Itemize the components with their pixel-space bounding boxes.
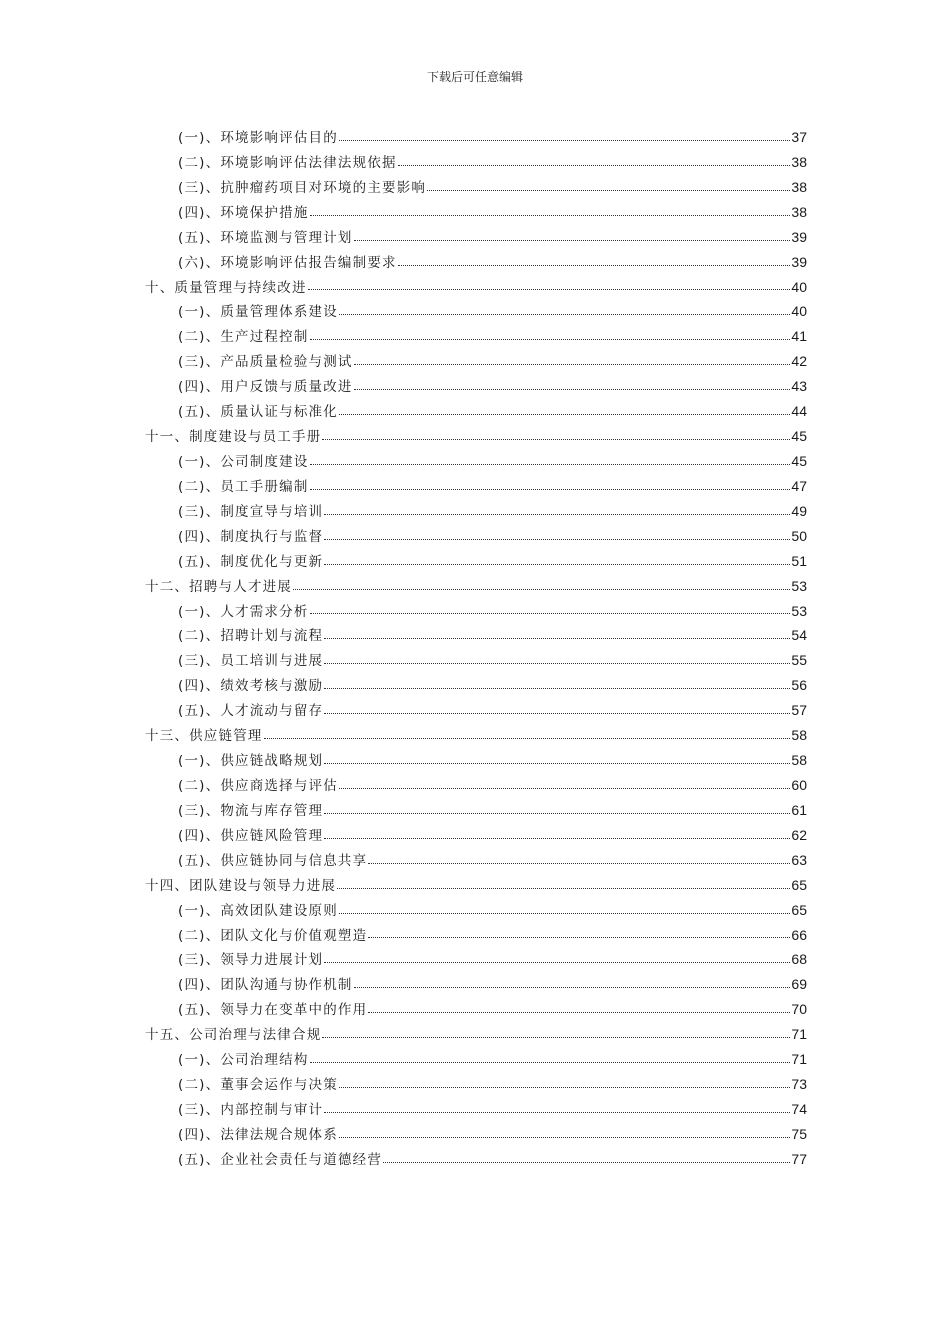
toc-entry-page-number: 58: [791, 727, 807, 744]
toc-entry-label: (一)、环境影响评估目的: [178, 130, 338, 146]
toc-section-entry[interactable]: [145, 250, 807, 275]
toc-entry-page-number: 55: [791, 652, 807, 669]
toc-section-entry[interactable]: [145, 623, 807, 648]
toc-dot-leader: [398, 265, 791, 266]
toc-dot-leader: [324, 962, 790, 963]
toc-section-entry[interactable]: [145, 1122, 807, 1147]
toc-chapter-entry[interactable]: [145, 574, 807, 599]
toc-entry-label: (五)、质量认证与标准化: [178, 404, 338, 421]
toc-section-entry[interactable]: [145, 524, 807, 549]
toc-chapter-entry[interactable]: [145, 1022, 807, 1047]
toc-dot-leader: [324, 813, 790, 814]
toc-section-entry[interactable]: [145, 972, 807, 997]
toc-section-entry[interactable]: [145, 1097, 807, 1122]
table-of-contents: [145, 125, 807, 1172]
toc-entry-page-number: 53: [791, 602, 807, 619]
toc-entry-page-number: 71: [791, 1026, 807, 1043]
toc-entry-label: (四)、绩效考核与激励: [178, 678, 324, 695]
toc-chapter-entry[interactable]: [145, 873, 807, 898]
toc-entry-page-number: 53: [791, 577, 807, 594]
toc-section-entry[interactable]: [145, 599, 807, 624]
toc-entry-label: (二)、供应商选择与评估: [178, 777, 338, 794]
toc-entry-label: 十五、公司治理与法律合规: [145, 1027, 322, 1044]
toc-dot-leader: [293, 589, 790, 590]
toc-entry-label: (六)、环境影响评估报告编制要求: [178, 254, 397, 271]
toc-entry-page-number: 51: [791, 552, 807, 569]
toc-dot-leader: [310, 339, 791, 340]
toc-entry-page-number: 38: [791, 203, 807, 220]
toc-dot-leader: [339, 913, 790, 914]
toc-section-entry[interactable]: [145, 923, 807, 948]
toc-entry-label: (三)、员工培训与进展: [178, 653, 324, 670]
toc-entry-label: (四)、团队沟通与协作机制: [178, 977, 353, 994]
toc-entry-page-number: 65: [791, 876, 807, 893]
toc-entry-label: (一)、公司治理结构: [178, 1052, 309, 1069]
toc-entry-page-number: 57: [791, 702, 807, 719]
toc-entry-page-number: 66: [791, 926, 807, 943]
toc-dot-leader: [310, 613, 791, 614]
toc-entry-page-number: 40: [791, 303, 807, 320]
toc-entry-label: 十四、团队建设与领导力进展: [145, 877, 337, 894]
toc-section-entry[interactable]: [145, 1047, 807, 1072]
toc-entry-page-number: 56: [791, 677, 807, 694]
toc-section-entry[interactable]: [145, 150, 807, 175]
toc-section-entry[interactable]: [145, 673, 807, 698]
toc-section-entry[interactable]: [145, 225, 807, 250]
toc-section-entry[interactable]: [145, 798, 807, 823]
toc-dot-leader: [368, 937, 790, 938]
toc-entry-label: (三)、产品质量检验与测试: [178, 354, 353, 371]
toc-dot-leader: [339, 414, 790, 415]
toc-entry-page-number: 62: [791, 826, 807, 843]
toc-dot-leader: [339, 1087, 790, 1088]
toc-entry-label: (五)、企业社会责任与道德经营: [178, 1151, 383, 1168]
toc-dot-leader: [324, 688, 790, 689]
toc-entry-label: (一)、质量管理体系建设: [178, 304, 338, 321]
toc-entry-page-number: 39: [791, 253, 807, 270]
toc-dot-leader: [264, 738, 791, 739]
toc-entry-label: (四)、环境保护措施: [178, 204, 309, 221]
toc-entry-page-number: 38: [791, 153, 807, 170]
toc-dot-leader: [339, 140, 790, 141]
toc-dot-leader: [339, 1137, 790, 1138]
toc-dot-leader: [368, 1012, 790, 1013]
toc-dot-leader: [324, 838, 790, 839]
toc-entry-label: (二)、员工手册编制: [178, 478, 309, 495]
toc-entry-page-number: 63: [791, 851, 807, 868]
toc-entry-page-number: 40: [791, 278, 807, 295]
toc-entry-page-number: 58: [791, 752, 807, 769]
toc-entry-label: (三)、领导力进展计划: [178, 952, 324, 969]
toc-section-entry[interactable]: [145, 823, 807, 848]
toc-entry-label: (四)、法律法规合规体系: [178, 1126, 338, 1143]
toc-section-entry[interactable]: [145, 449, 807, 474]
toc-section-entry[interactable]: [145, 997, 807, 1022]
toc-entry-page-number: 61: [791, 801, 807, 818]
toc-entry-label: 十、质量管理与持续改进: [145, 279, 307, 296]
toc-chapter-entry[interactable]: [145, 275, 807, 300]
toc-dot-leader: [337, 888, 790, 889]
toc-dot-leader: [324, 663, 790, 664]
toc-dot-leader: [427, 190, 790, 191]
toc-entry-label: (五)、环境监测与管理计划: [178, 229, 353, 246]
toc-entry-label: (一)、高效团队建设原则: [178, 902, 338, 919]
toc-entry-page-number: 37: [791, 129, 807, 145]
toc-entry-page-number: 41: [791, 328, 807, 345]
toc-entry-page-number: 74: [791, 1100, 807, 1117]
toc-section-entry[interactable]: [145, 648, 807, 673]
toc-section-entry[interactable]: [145, 1072, 807, 1097]
toc-section-entry[interactable]: [145, 399, 807, 424]
toc-dot-leader: [324, 713, 790, 714]
toc-chapter-entry[interactable]: [145, 424, 807, 449]
toc-dot-leader: [354, 364, 791, 365]
toc-chapter-entry[interactable]: [145, 723, 807, 748]
toc-entry-label: (五)、供应链协同与信息共享: [178, 852, 368, 869]
toc-entry-label: 十一、制度建设与员工手册: [145, 429, 322, 446]
toc-entry-label: 十二、招聘与人才进展: [145, 578, 292, 595]
toc-dot-leader: [354, 389, 791, 390]
toc-entry-label: (三)、内部控制与审计: [178, 1101, 324, 1118]
toc-section-entry[interactable]: [145, 698, 807, 723]
toc-entry-page-number: 77: [791, 1150, 807, 1167]
toc-dot-leader: [354, 240, 791, 241]
toc-entry-page-number: 68: [791, 951, 807, 968]
toc-entry-page-number: 69: [791, 976, 807, 993]
toc-dot-leader: [383, 1162, 790, 1163]
toc-dot-leader: [324, 514, 790, 515]
toc-entry-label: (五)、制度优化与更新: [178, 553, 324, 570]
toc-entry-page-number: 47: [791, 477, 807, 494]
toc-entry-label: (三)、抗肿瘤药项目对环境的主要影响: [178, 179, 427, 196]
toc-dot-leader: [354, 987, 791, 988]
toc-entry-page-number: 49: [791, 502, 807, 519]
toc-entry-page-number: 42: [791, 353, 807, 370]
toc-entry-page-number: 65: [791, 901, 807, 918]
toc-section-entry[interactable]: [145, 175, 807, 200]
toc-dot-leader: [324, 1112, 790, 1113]
toc-entry-label: (二)、招聘计划与流程: [178, 628, 324, 645]
toc-entry-label: (二)、团队文化与价值观塑造: [178, 927, 368, 944]
toc-dot-leader: [310, 489, 791, 490]
toc-entry-page-number: 70: [791, 1001, 807, 1018]
toc-entry-label: (五)、人才流动与留存: [178, 703, 324, 720]
toc-section-entry[interactable]: [145, 200, 807, 225]
toc-entry-label: (二)、生产过程控制: [178, 329, 309, 346]
toc-section-entry[interactable]: [145, 848, 807, 873]
toc-entry-label: (一)、公司制度建设: [178, 453, 309, 470]
toc-entry-label: (四)、供应链风险管理: [178, 827, 324, 844]
page-header: 下载后可任意编辑: [426, 70, 523, 84]
toc-section-entry[interactable]: [145, 374, 807, 399]
toc-entry-page-number: 45: [791, 452, 807, 469]
toc-entry-page-number: 50: [791, 527, 807, 544]
toc-entry-label: (五)、领导力在变革中的作用: [178, 1002, 368, 1019]
toc-section-entry[interactable]: [145, 1147, 807, 1172]
toc-entry-label: (一)、供应链战略规划: [178, 753, 324, 770]
toc-section-entry[interactable]: [145, 499, 807, 524]
toc-dot-leader: [310, 1062, 791, 1063]
toc-dot-leader: [339, 314, 790, 315]
toc-entry-label: (二)、董事会运作与决策: [178, 1077, 338, 1094]
toc-section-entry[interactable]: [145, 549, 807, 574]
toc-section-entry[interactable]: [145, 299, 807, 324]
toc-dot-leader: [398, 165, 791, 166]
toc-dot-leader: [324, 539, 790, 540]
toc-dot-leader: [322, 1037, 790, 1038]
toc-entry-page-number: 39: [791, 228, 807, 245]
toc-dot-leader: [308, 289, 791, 290]
toc-section-entry[interactable]: [145, 898, 807, 923]
toc-section-entry[interactable]: [145, 773, 807, 798]
toc-entry-page-number: 54: [791, 627, 807, 644]
toc-entry-label: (三)、物流与库存管理: [178, 802, 324, 819]
toc-entry-page-number: 71: [791, 1051, 807, 1068]
toc-dot-leader: [322, 439, 790, 440]
toc-section-entry[interactable]: [145, 125, 807, 150]
toc-entry-label: (二)、环境影响评估法律法规依据: [178, 154, 397, 171]
toc-entry-label: (三)、制度宣导与培训: [178, 503, 324, 520]
toc-entry-page-number: 44: [791, 403, 807, 420]
toc-entry-label: (四)、用户反馈与质量改进: [178, 379, 353, 396]
toc-section-entry[interactable]: [145, 349, 807, 374]
toc-entry-page-number: 43: [791, 378, 807, 395]
toc-dot-leader: [339, 788, 790, 789]
toc-dot-leader: [368, 863, 790, 864]
toc-entry-page-number: 73: [791, 1076, 807, 1093]
toc-dot-leader: [310, 215, 791, 216]
toc-entry-page-number: 75: [791, 1125, 807, 1142]
toc-entry-label: 十三、供应链管理: [145, 728, 263, 745]
toc-dot-leader: [324, 564, 790, 565]
toc-dot-leader: [310, 464, 791, 465]
toc-section-entry[interactable]: [145, 474, 807, 499]
toc-entry-page-number: 38: [791, 178, 807, 195]
toc-entry-page-number: 60: [791, 776, 807, 793]
toc-dot-leader: [324, 763, 790, 764]
toc-section-entry[interactable]: [145, 748, 807, 773]
toc-dot-leader: [324, 638, 790, 639]
toc-section-entry[interactable]: [145, 324, 807, 349]
toc-entry-page-number: 45: [791, 428, 807, 445]
toc-entry-label: (四)、制度执行与监督: [178, 528, 324, 545]
toc-section-entry[interactable]: [145, 947, 807, 972]
toc-entry-label: (一)、人才需求分析: [178, 603, 309, 620]
